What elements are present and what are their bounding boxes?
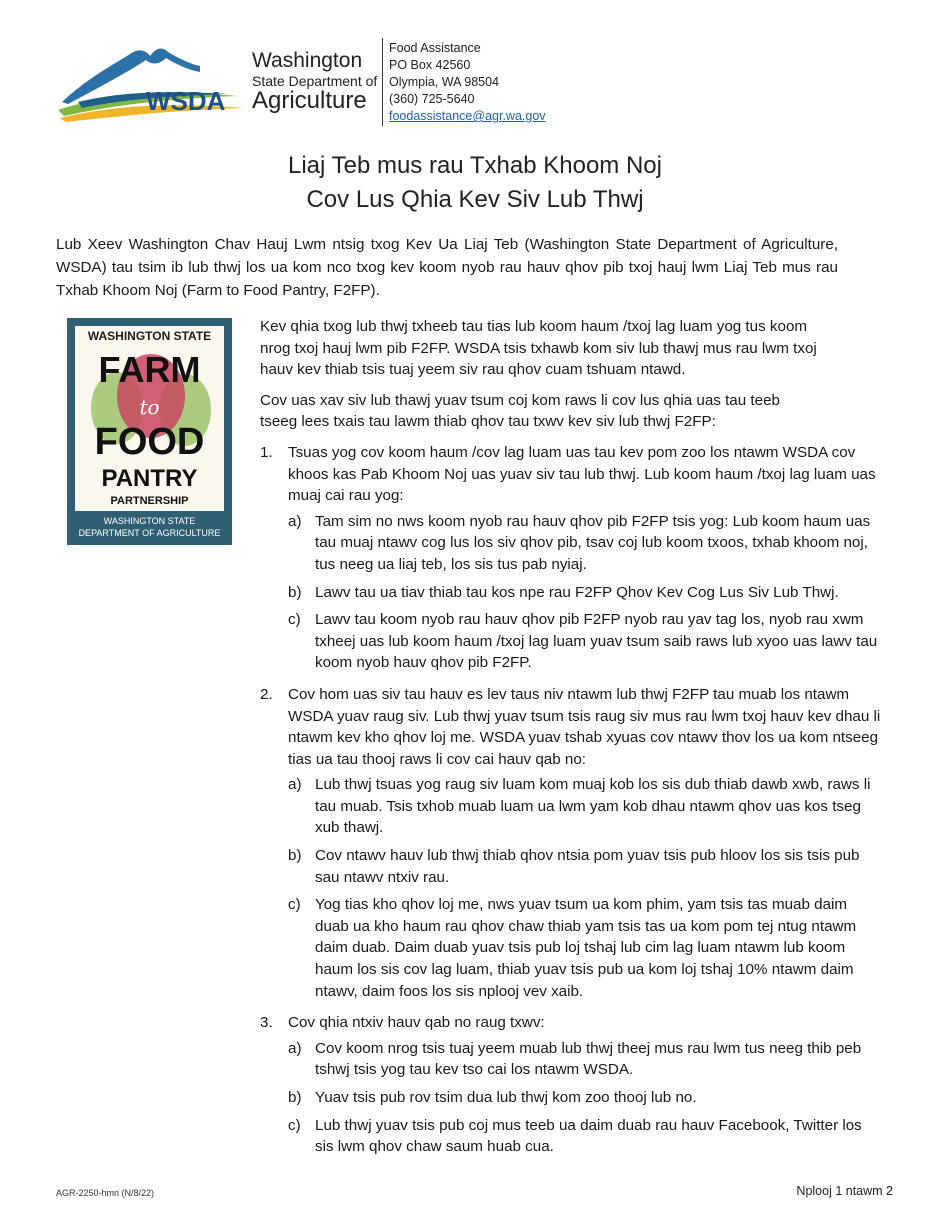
- sub-rule-letter: c): [288, 611, 301, 629]
- sub-rule-text: Cov koom nrog tsis tuaj yeem muab lub thwj theej mus rau lwm tus neeg thib peb tshwj tsis yog tau kev tso cai los ntawm WSDA.: [315, 1039, 862, 1079]
- logo-wordmark: WSDA: [146, 86, 226, 116]
- page-title-line1: Liaj Teb mus rau Txhab Khoom Noj: [288, 152, 662, 179]
- agency-line3: Agriculture: [252, 87, 367, 114]
- sub-rule-text: Yuav tsis pub rov tsim dua lub thwj kom zoo thooj lub no.: [315, 1089, 697, 1106]
- contact-email-link[interactable]: foodassistance@agr.wa.gov: [389, 109, 546, 123]
- sub-rule-letter: a): [288, 776, 302, 794]
- sub-rule-text: Cov ntawv hauv lub thwj thiab qhov ntsia pom yuav tsis pub hloov los sis tsis pub sau ntawv ntxiv rau.: [315, 847, 860, 886]
- agency-line2: State Department of: [252, 73, 378, 89]
- sub-rules-list: [288, 511, 882, 674]
- sub-rule-letter: b): [288, 583, 302, 601]
- sub-rule-text: Lub thwj tsuas yog raug siv luam kom muaj kob los sis dub thiab dawb xwb, raws li tau muab. Tsis txhob muab luam ua lwm yam kob dhau ntawm qhov uas kos tseg xub thawj.: [315, 776, 871, 837]
- sub-rule-item: [288, 609, 882, 674]
- sub-rule-text: Lawv tau ua tiav thiab tau kos npe rau F2FP Qhov Kev Cog Lus Siv Lub Thwj.: [315, 583, 839, 601]
- contact-phone: (360) 725-5640: [389, 92, 475, 106]
- sub-rule-item: [288, 894, 882, 1002]
- body-paragraph-1: Kev qhia txog lub thwj txheeb tau tias lub koom haum /txoj lag luam yog tus koom nrog txoj hauj lwm pib F2FP. WSDA tsis txhawb kom siv lub thawj mus rau lwm txoj hauv kev thiab tsis tuaj yeem siv rau qhov cuam tshuam ntawd.: [260, 318, 817, 379]
- sub-rule-item: [288, 1038, 882, 1081]
- sub-rules-list: [288, 774, 882, 1002]
- badge-to: to: [139, 395, 160, 419]
- guidelines-body: [260, 316, 882, 1168]
- rule-number: 3.: [260, 1014, 273, 1032]
- contact-city: Olympia, WA 98504: [389, 75, 500, 89]
- sub-rule-item: [288, 582, 882, 604]
- rules-list: [260, 442, 882, 1158]
- sub-rule-letter: a): [288, 1039, 302, 1057]
- badge-dept1: WASHINGTON STATE: [103, 516, 196, 526]
- sub-rule-item: [288, 774, 882, 839]
- agency-name: [252, 50, 377, 113]
- page-number: Nplooj 1 ntawm 2: [796, 1184, 893, 1198]
- rule-item: [260, 1012, 882, 1158]
- rule-text: Cov hom uas siv tau hauv es lev taus niv ntawm lub thwj F2FP tau muab los ntawm WSDA yuav raug siv. Lub thwj yuav tsum tsis raug siv mus rau lwm txoj hauv kev dhau li ntawm kev kho qhov loj me. WSDA yuav tshab xyuas cov ntawv thov los ua kom ntseeg tias ua tau thooj raws li cov cai hauv qab no:: [288, 685, 881, 768]
- sub-rule-item: [288, 1087, 882, 1109]
- farm-to-food-pantry-badge: [67, 318, 232, 545]
- rule-number: 1.: [260, 443, 273, 461]
- wsda-logo: [58, 38, 378, 122]
- contact-program: Food Assistance: [389, 41, 481, 55]
- rule-item: [260, 684, 882, 1002]
- form-id: AGR-2250-hmn (N/8/22): [56, 1188, 155, 1198]
- sub-rule-letter: c): [288, 1116, 301, 1134]
- sub-rule-letter: b): [288, 847, 302, 865]
- sub-rules-list: [288, 1038, 882, 1158]
- page-title-line2: Cov Lus Qhia Kev Siv Lub Thwj: [306, 186, 644, 213]
- rule-item: [260, 442, 882, 674]
- badge-food: FOOD: [94, 421, 205, 463]
- contact-po-box: PO Box 42560: [389, 58, 471, 72]
- sub-rule-item: [288, 511, 882, 576]
- sub-rule-text: Lub thwj yuav tsis pub coj mus teeb ua daim duab rau hauv Facebook, Twitter los sis lwm qhov chaw saum huab cua.: [315, 1116, 862, 1156]
- mountain-logo-icon: [58, 38, 248, 122]
- sub-rule-text: Yog tias kho qhov loj me, nws yuav tsum ua kom phim, yam tsis tas muab daim duab ua kho haum rau qhov chaw thiab yam tsis tas ua kom pom tej ntug ntawm daim duab. Daim duab yuav tsis pub loj tshaj lub cim lag luam ntawm lub koom haum los sis cov lag luam, thiab yuav tsis pub ua kom loj tshaj 10% ntawm daim ntawv, daim foos los sis nplooj vev xaib.: [315, 896, 857, 1000]
- body-paragraph-2: Cov uas xav siv lub thawj yuav tsum coj kom raws li cov lus qhia uas tau teeb tseeg lees txais tau lawm thiab qhov tau txwv kev siv lub thwj F2FP:: [260, 391, 780, 431]
- badge-partnership: PARTNERSHIP: [110, 495, 189, 507]
- sub-rule-letter: b): [288, 1089, 302, 1106]
- sub-rule-letter: a): [288, 512, 302, 530]
- sub-rule-item: [288, 845, 882, 888]
- header-divider: [382, 38, 383, 126]
- rule-text: Tsuas yog cov koom haum /cov lag luam uas tau kev pom zoo los ntawm WSDA cov khoos kas Pab Khoom Noj uas yuav siv tau lub thwj. Lub koom haum /txoj lag luam uas muaj cai rau yog:: [288, 443, 876, 505]
- sub-rule-item: [288, 1115, 882, 1158]
- sub-rule-text: Lawv tau koom nyob rau hauv qhov pib F2FP nyob rau yav tag los, nyob rau xwm txheej uas lub koom haum /txoj lag luam yuav tsum saib raws lub xyoo uas lawv tau koom nyob hauv qhov pib F2FP.: [315, 611, 878, 672]
- sub-rule-letter: c): [288, 896, 301, 914]
- badge-pantry: PANTRY: [101, 465, 198, 492]
- sub-rule-text: Tam sim no nws koom nyob rau hauv qhov pib F2FP tsis yog: Lub koom haum uas tau muaj ntawv cog lus los siv qhov pib, tsav coj lub koom txoos, txhab khoom noj, tus neeg ua liaj teb, los sis tus pab nyiaj.: [315, 512, 871, 573]
- rule-number: 2.: [260, 685, 273, 703]
- contact-block: [389, 40, 546, 125]
- agency-line1: Washington: [252, 49, 363, 72]
- intro-paragraph: Lub Xeev Washington Chav Hauj Lwm ntsig txog Kev Ua Liaj Teb (Washington State Department of Agriculture, WSDA) tau tsim ib lub thwj los ua kom nco txog kev koom nyob rau hauv qhov pib txoj hauj lwm Liaj Teb mus rau Txhab Khoom Noj (Farm to Food Pantry, F2FP).: [56, 236, 838, 299]
- rule-text: Cov qhia ntxiv hauv qab no raug txwv:: [288, 1014, 545, 1032]
- badge-dept2: DEPARTMENT OF AGRICULTURE: [78, 528, 221, 538]
- badge-farm: FARM: [98, 349, 201, 390]
- badge-top: WASHINGTON STATE: [87, 329, 212, 343]
